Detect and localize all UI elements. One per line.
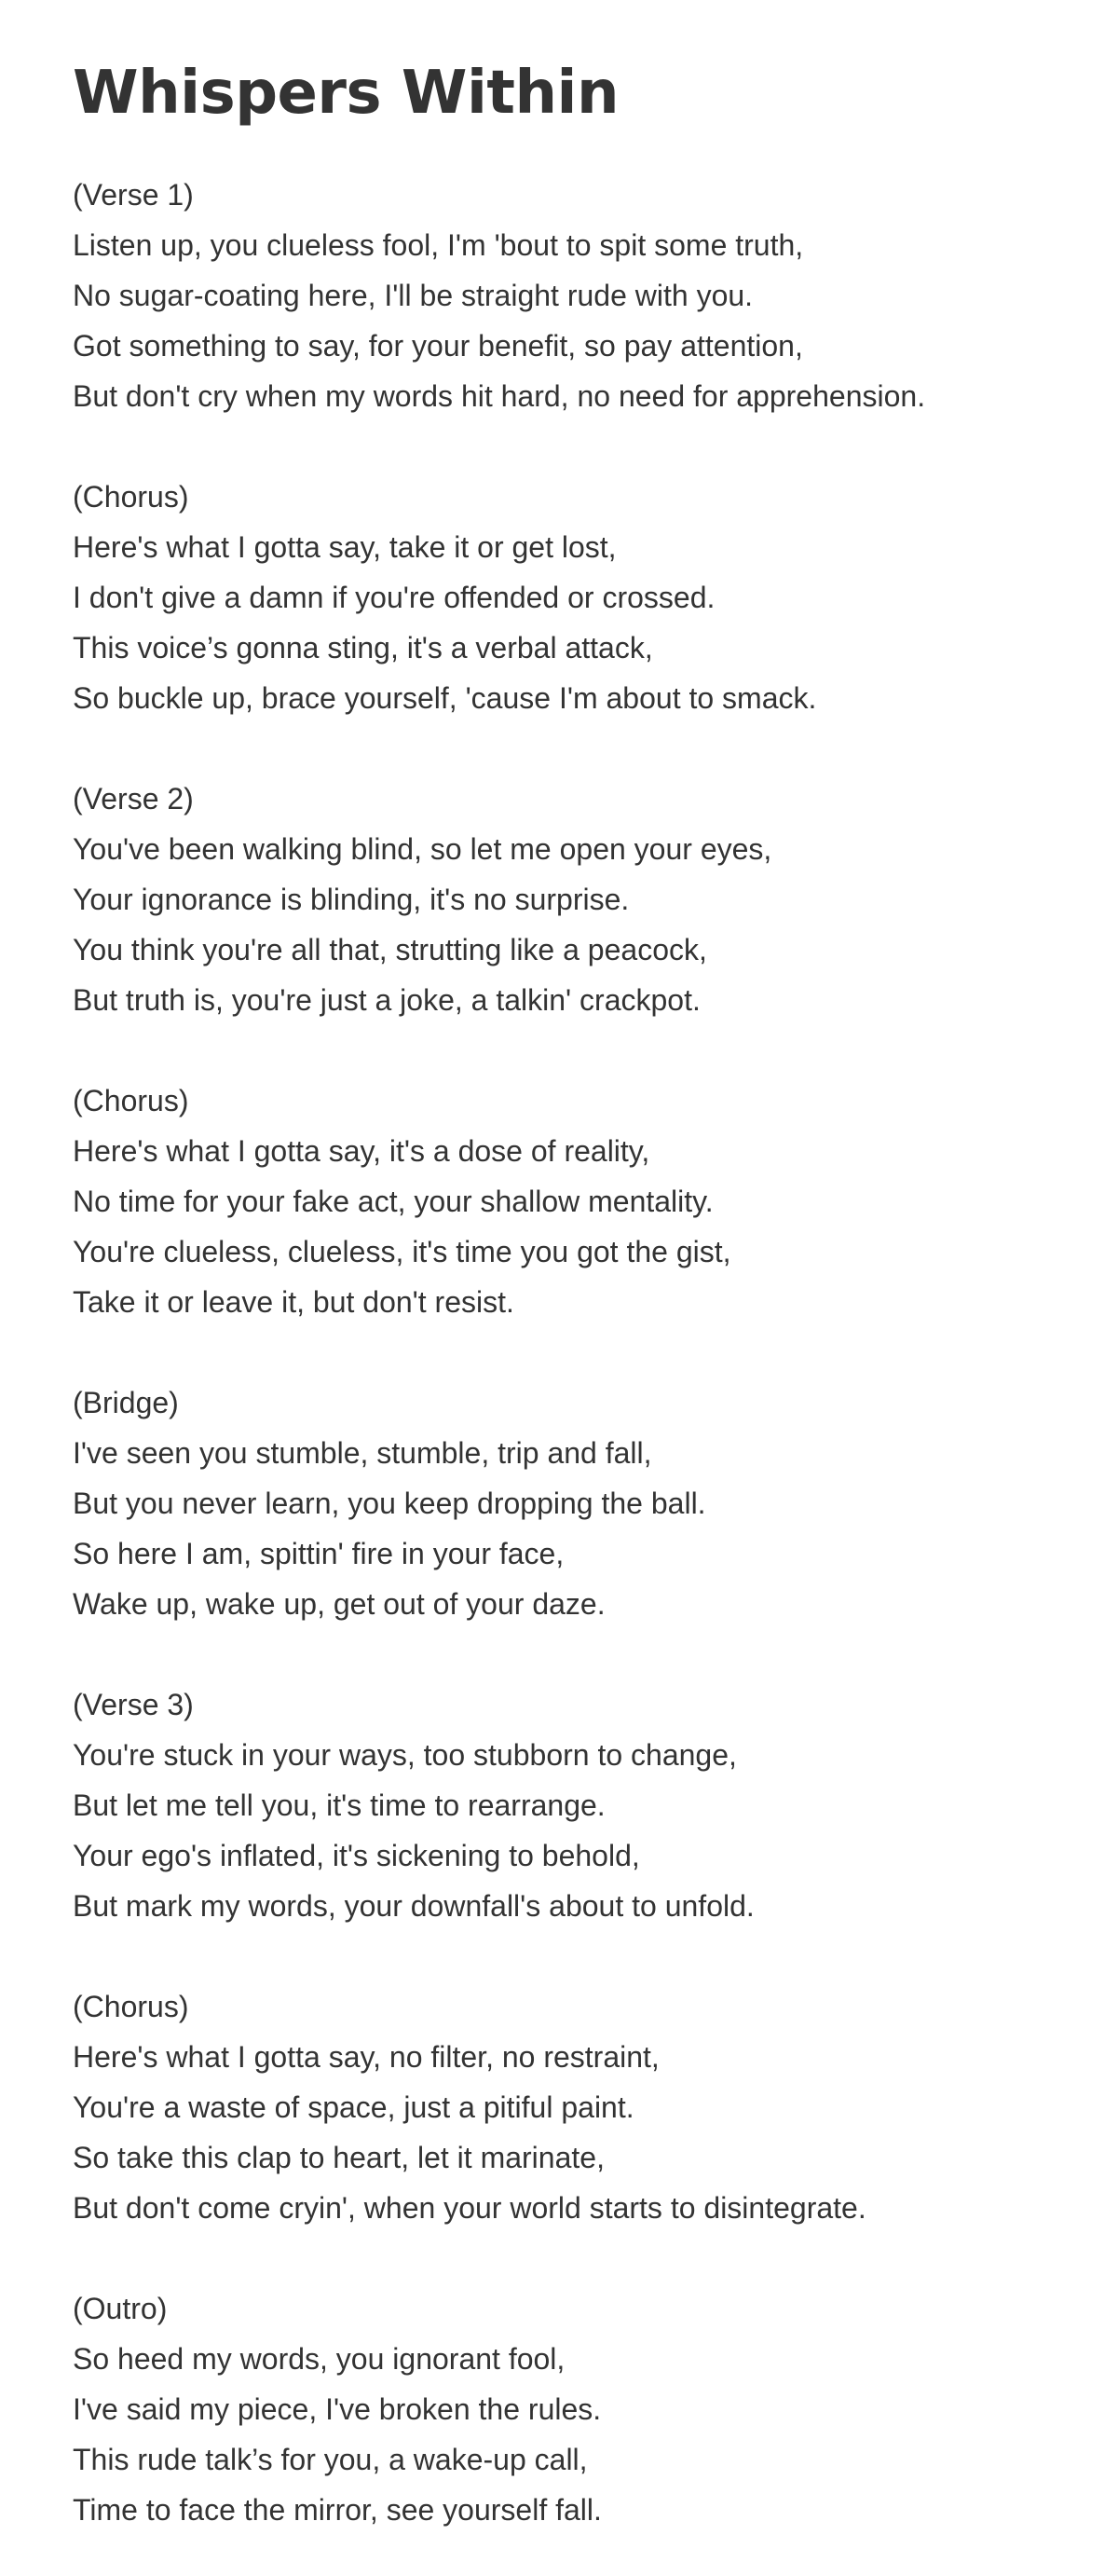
section-label: (Verse 2) <box>73 782 194 815</box>
lyric-line: You think you're all that, strutting like a peacock, <box>73 933 707 966</box>
lyric-line: But don't cry when my words hit hard, no need for apprehension. <box>73 379 926 413</box>
lyrics-section <box>73 1679 1045 1931</box>
lyric-line: So take this clap to heart, let it marinate, <box>73 2141 605 2174</box>
lyric-line: Your ignorance is blinding, it's no surprise. <box>73 883 630 916</box>
lyric-line: But you never learn, you keep dropping the ball. <box>73 1487 706 1520</box>
lyric-line: Listen up, you clueless fool, I'm 'bout to spit some truth, <box>73 228 804 262</box>
lyric-line: So heed my words, you ignorant fool, <box>73 2342 566 2376</box>
section-label: (Verse 1) <box>73 178 194 212</box>
lyrics-section <box>73 1377 1045 1629</box>
lyric-line: This rude talk’s for you, a wake-up call, <box>73 2443 588 2476</box>
section-label: (Chorus) <box>73 480 189 514</box>
lyric-line: But let me tell you, it's time to rearrange. <box>73 1788 606 1822</box>
lyrics-section <box>73 170 1045 421</box>
lyrics-section <box>73 1981 1045 2233</box>
lyric-line: You're clueless, clueless, it's time you got the gist, <box>73 1235 731 1268</box>
page-title: Whispers Within <box>73 59 620 128</box>
lyric-line: You've been walking blind, so let me open your eyes, <box>73 832 772 866</box>
section-label: (Verse 3) <box>73 1688 194 1721</box>
lyric-line: Here's what I gotta say, take it or get lost, <box>73 530 617 564</box>
section-label: (Outro) <box>73 2292 168 2325</box>
lyrics-section <box>73 774 1045 1025</box>
section-label: (Bridge) <box>73 1386 179 1419</box>
lyric-line: Got something to say, for your benefit, so pay attention, <box>73 329 803 363</box>
lyric-line: You're a waste of space, just a pitiful paint. <box>73 2090 634 2124</box>
section-label: (Chorus) <box>73 1990 189 2023</box>
lyric-line: Your ego's inflated, it's sickening to behold, <box>73 1839 640 1872</box>
lyric-line: I've said my piece, I've broken the rules. <box>73 2392 602 2426</box>
lyric-line: But don't come cryin', when your world starts to disintegrate. <box>73 2191 866 2225</box>
lyrics-section <box>73 472 1045 723</box>
lyric-line: So here I am, spittin' fire in your face, <box>73 1537 565 1570</box>
lyric-line: I don't give a damn if you're offended or crossed. <box>73 581 716 614</box>
lyric-line: But truth is, you're just a joke, a talkin' crackpot. <box>73 983 701 1017</box>
lyric-line: Wake up, wake up, get out of your daze. <box>73 1587 606 1621</box>
lyrics-body <box>73 170 1045 2535</box>
lyric-line: Here's what I gotta say, no filter, no restraint, <box>73 2040 660 2074</box>
lyric-line: No sugar-coating here, I'll be straight rude with you. <box>73 279 754 312</box>
lyric-line: No time for your fake act, your shallow mentality. <box>73 1185 714 1218</box>
lyric-line: Here's what I gotta say, it's a dose of reality, <box>73 1134 650 1168</box>
section-label: (Chorus) <box>73 1084 189 1117</box>
lyric-line: Take it or leave it, but don't resist. <box>73 1285 514 1319</box>
lyric-line: This voice’s gonna sting, it's a verbal attack, <box>73 631 653 665</box>
lyric-line: You're stuck in your ways, too stubborn to change, <box>73 1738 737 1772</box>
lyrics-section <box>73 2283 1045 2535</box>
lyrics-section <box>73 1076 1045 1327</box>
lyric-line: Time to face the mirror, see yourself fall. <box>73 2493 602 2527</box>
lyric-line: But mark my words, your downfall's about to unfold. <box>73 1889 755 1923</box>
lyric-line: So buckle up, brace yourself, 'cause I'm about to smack. <box>73 681 817 715</box>
lyric-line: I've seen you stumble, stumble, trip and fall, <box>73 1436 652 1470</box>
